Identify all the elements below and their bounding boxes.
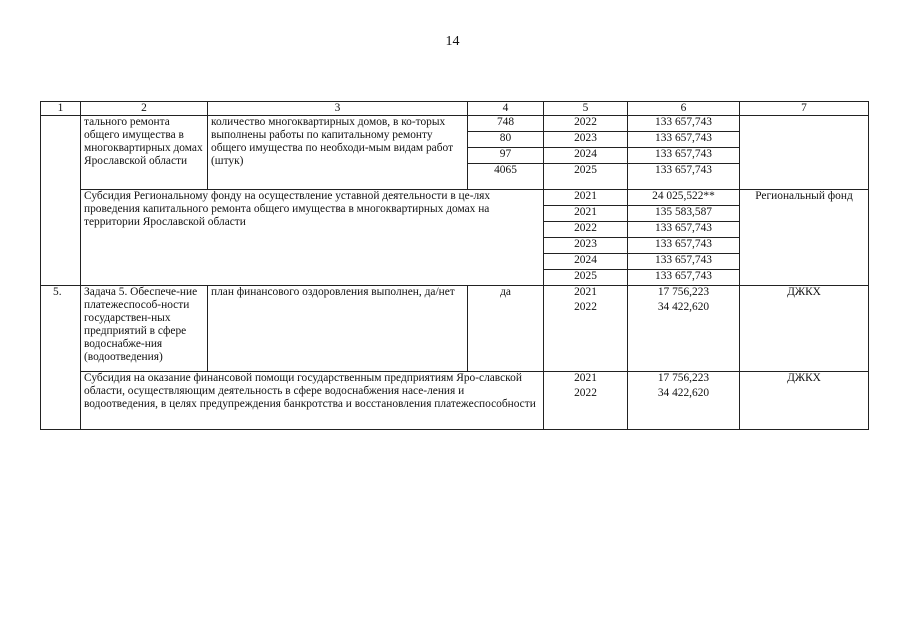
executor-cell: ДЖКХ bbox=[740, 372, 869, 430]
year-cell: 2025 bbox=[544, 270, 628, 286]
task-cell: тального ремонта общего имущества в многоквартирных домах Ярославской области bbox=[81, 116, 208, 190]
amount-cell: 133 657,743 bbox=[628, 270, 740, 286]
executor-cell bbox=[740, 116, 869, 190]
amount-value: 34 422,620 bbox=[657, 301, 710, 313]
header-col-2: 2 bbox=[81, 102, 208, 116]
year-cell: 2024 bbox=[544, 254, 628, 270]
table-row bbox=[41, 286, 869, 372]
amount-value: 17 756,223 bbox=[657, 286, 710, 298]
number-cell bbox=[41, 116, 81, 286]
year-value: 2021 bbox=[574, 372, 597, 384]
year-cell: 2024 bbox=[544, 148, 628, 164]
value-cell: 97 bbox=[468, 148, 544, 164]
table-row bbox=[41, 190, 869, 206]
year-cell: 2022 bbox=[544, 222, 628, 238]
amount-cell: 133 657,743 bbox=[628, 148, 740, 164]
year-cell bbox=[544, 372, 628, 430]
indicator-cell: количество многоквартирных домов, в ко-торых выполнены работы по капитальному ремонту общего имущества по необходи-мым видам работ (штук) bbox=[208, 116, 468, 190]
value-cell: 748 bbox=[468, 116, 544, 132]
header-col-4: 4 bbox=[468, 102, 544, 116]
header-col-6: 6 bbox=[628, 102, 740, 116]
page-number: 14 bbox=[445, 34, 460, 49]
header-col-1: 1 bbox=[41, 102, 81, 116]
amount-value: 34 422,620 bbox=[657, 387, 710, 399]
number-cell: 5. bbox=[41, 286, 81, 430]
table-row bbox=[41, 116, 869, 132]
year-cell: 2023 bbox=[544, 132, 628, 148]
year-cell: 2021 bbox=[544, 190, 628, 206]
header-col-3: 3 bbox=[208, 102, 468, 116]
year-cell bbox=[544, 286, 628, 372]
executor-cell: ДЖКХ bbox=[740, 286, 869, 372]
header-col-5: 5 bbox=[544, 102, 628, 116]
header-row bbox=[41, 102, 869, 116]
year-cell: 2023 bbox=[544, 238, 628, 254]
amount-cell: 133 657,743 bbox=[628, 132, 740, 148]
amount-cell bbox=[628, 286, 740, 372]
amount-cell: 133 657,743 bbox=[628, 222, 740, 238]
value-cell: 80 bbox=[468, 132, 544, 148]
year-value: 2022 bbox=[574, 387, 597, 399]
amount-cell: 24 025,522** bbox=[628, 190, 740, 206]
value-cell: да bbox=[468, 286, 544, 372]
year-value: 2021 bbox=[574, 286, 597, 298]
amount-cell: 133 657,743 bbox=[628, 254, 740, 270]
amount-cell bbox=[628, 372, 740, 430]
amount-value: 17 756,223 bbox=[657, 372, 710, 384]
table-row bbox=[41, 372, 869, 430]
indicator-cell: план финансового оздоровления выполнен, да/нет bbox=[208, 286, 468, 372]
amount-cell: 135 583,587 bbox=[628, 206, 740, 222]
header-col-7: 7 bbox=[740, 102, 869, 116]
subsidy-text-cell: Субсидия Региональному фонду на осуществление уставной деятельности в це-лях проведения капитального ремонта общего имущества в многоквартирных домах на территории Ярославской области bbox=[81, 190, 544, 286]
value-cell: 4065 bbox=[468, 164, 544, 190]
amount-cell: 133 657,743 bbox=[628, 116, 740, 132]
task-cell: Задача 5. Обеспече-ние платежеспособ-ности государствен-ных предприятий в сфере водоснабже-ния (водоотведения) bbox=[81, 286, 208, 372]
year-cell: 2025 bbox=[544, 164, 628, 190]
executor-cell: Региональный фонд bbox=[740, 190, 869, 286]
year-cell: 2021 bbox=[544, 206, 628, 222]
year-cell: 2022 bbox=[544, 116, 628, 132]
year-value: 2022 bbox=[574, 301, 597, 313]
amount-cell: 133 657,743 bbox=[628, 164, 740, 190]
amount-cell: 133 657,743 bbox=[628, 238, 740, 254]
program-table bbox=[40, 101, 869, 430]
subsidy-text-cell: Субсидия на оказание финансовой помощи государственным предприятиям Яро-славской области, осуществляющим деятельность в сфере водоснабжения насе-ления и водоотведения, в целях предупреждения банкротства и восстановления платежеспособности bbox=[81, 372, 544, 430]
